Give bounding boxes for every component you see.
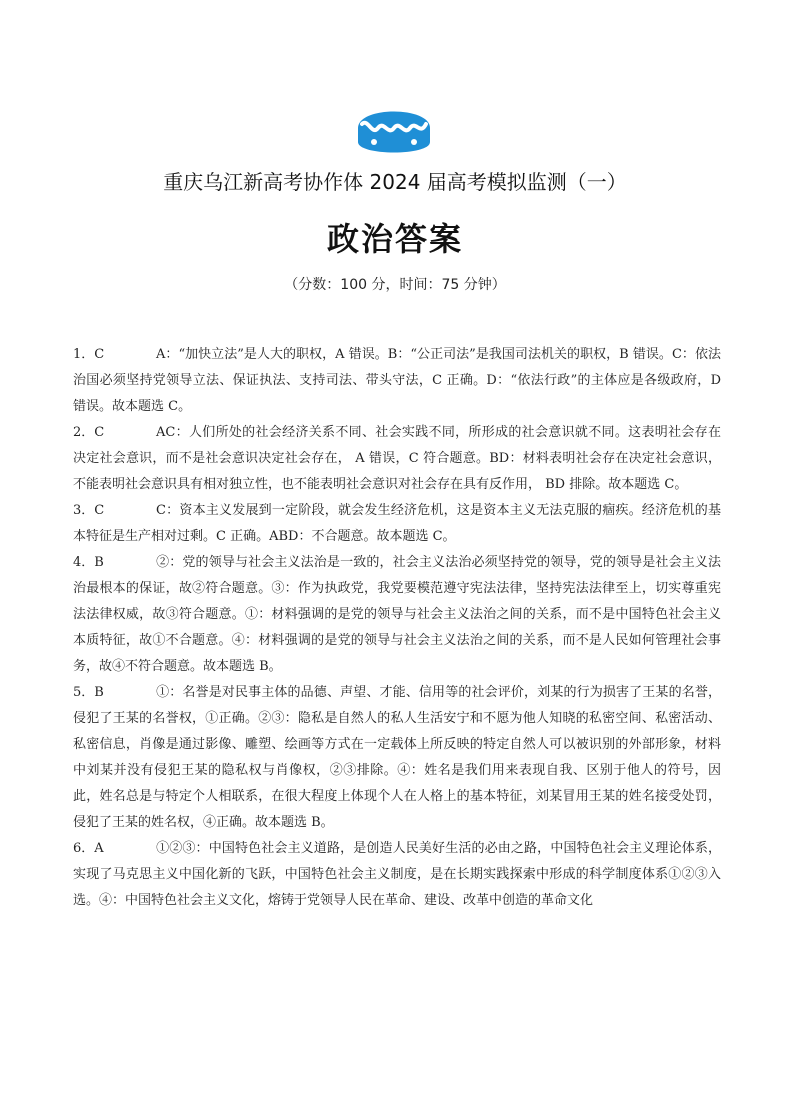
answer-item	[73, 342, 721, 420]
answer-explanation: A：“加快立法”是人大的职权，A 错误。B：“公正司法”是我国司法机关的职权，B 错误。C：依法治国必须坚持党领导立法、保证执法、支持司法、带头守法，C 正确。D：“依法行政”的主体应是各级政府，D 错误。故本题选 C。	[73, 347, 721, 414]
answer-explanation: C：资本主义发展到一定阶段，就会发生经济危机，这是资本主义无法克服的痼疾。经济危机的基本特征是生产相对过剩。C 正确。ABD：不合题意。故本题选 C。	[73, 503, 721, 544]
answer-number: 4．B	[73, 555, 104, 570]
wave-logo-icon	[352, 98, 436, 158]
answer-explanation: ①：名誉是对民事主体的品德、声望、才能、信用等的社会评价，刘某的行为损害了王某的名誉，侵犯了王某的名誉权，①正确。②③：隐私是自然人的私人生活安宁和不愿为他人知晓的私密空间、私密活动、私密信息，肖像是通过影像、雕塑、绘画等方式在一定载体上所反映的特定自然人可以被识别的外部形象，材料中刘某并没有侵犯王某的隐私权与肖像权，②③排除。④：姓名是我们用来表现自我、区别于他人的符号，因此，姓名总是与特定个人相联系，在很大程度上体现个人在人格上的基本特征，刘某冒用王某的姓名接受处罚，侵犯了王某的姓名权，④正确。故本题选 B。	[73, 685, 721, 830]
answer-number: 1．C	[73, 347, 105, 362]
logo-dot-left	[371, 139, 377, 145]
answer-list	[73, 342, 721, 914]
answer-item	[73, 498, 721, 550]
answer-number: 6．A	[73, 841, 104, 856]
answer-number: 2．C	[73, 425, 105, 440]
answer-explanation: ①②③：中国特色社会主义道路，是创造人民美好生活的必由之路，中国特色社会主义理论体系，实现了马克思主义中国化新的飞跃，中国特色社会主义制度，是在长期实践探索中形成的科学制度体系①②③入选。④：中国特色社会主义文化，熔铸于党领导人民在革命、建设、改革中创造的革命文化	[73, 841, 721, 908]
answer-item	[73, 420, 721, 498]
exam-meta: （分数：100 分，时间：75 分钟）	[284, 277, 506, 293]
answer-number: 5．B	[73, 685, 104, 700]
answer-number: 3．C	[73, 503, 105, 518]
answer-item	[73, 836, 721, 914]
answer-explanation: AC：人们所处的社会经济关系不同、社会实践不同，所形成的社会意识就不同。这表明社会存在决定社会意识，而不是社会意识决定社会存在， A 错误，C 符合题意。BD：材料表明社会存在决定社会意识，不能表明社会意识具有相对独立性，也不能表明社会意识对社会存在具有反作用， BD 排除。故本题选 C。	[73, 425, 721, 492]
logo-dot-right	[411, 139, 417, 145]
answer-item	[73, 680, 721, 836]
answer-explanation: ②：党的领导与社会主义法治是一致的，社会主义法治必须坚持党的领导，党的领导是社会主义法治最根本的保证，故②符合题意。③：作为执政党，我党要模范遵守宪法法律，坚持宪法法律至上，切实尊重宪法法律权威，故③符合题意。①：材料强调的是党的领导与社会主义法治之间的关系，而不是中国特色社会主义本质特征，故①不合题意。④：材料强调的是党的领导与社会主义法治之间的关系，而不是人民如何管理社会事务，故④不符合题意。故本题选 B。	[73, 555, 721, 674]
page-title: 政治答案	[326, 220, 463, 258]
logo-shape	[358, 112, 430, 153]
exam-subtitle: 重庆乌江新高考协作体 2024 届高考模拟监测（一）	[163, 170, 627, 194]
answer-item	[73, 550, 721, 680]
wave-logo-graphic	[352, 98, 436, 158]
